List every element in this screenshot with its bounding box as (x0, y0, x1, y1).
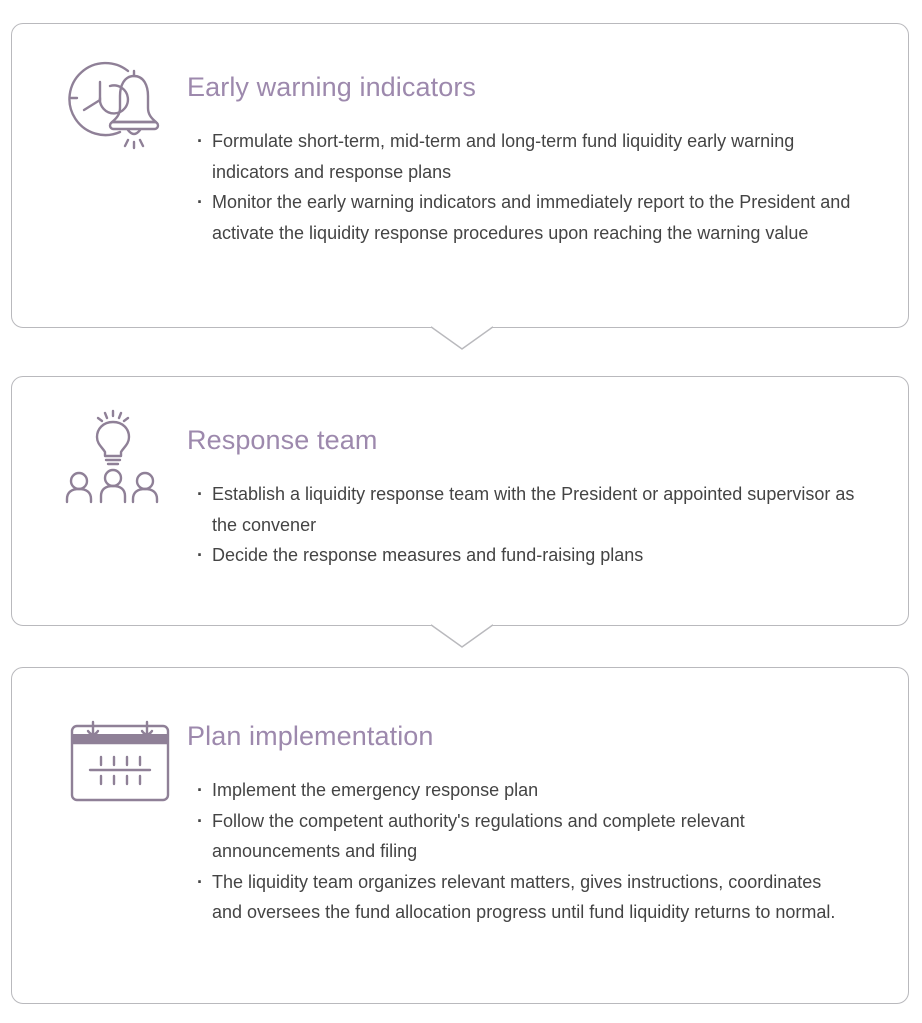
clock-bell-icon (62, 58, 162, 158)
bullet-item: · Follow the competent authority's regulations and complete relevant announcements and filing (196, 806, 856, 867)
bullet-item: · Formulate short-term, mid-term and long-term fund liquidity early warning indicators and response plans (196, 126, 856, 187)
bullet-item: · Establish a liquidity response team with the President or appointed supervisor as the convener (196, 479, 856, 540)
step-bullet-list (196, 126, 856, 248)
step-bullet-list (196, 479, 856, 571)
step-connector-arrow (431, 624, 493, 648)
step-title: Plan implementation (187, 721, 434, 751)
step-title: Response team (187, 425, 378, 455)
bullet-item: · Decide the response measures and fund-raising plans (196, 540, 856, 571)
bullet-item: · Monitor the early warning indicators and immediately report to the President and activate the liquidity response procedures upon reaching the warning value (196, 187, 856, 248)
bullet-item: · Implement the emergency response plan (196, 775, 856, 806)
step-bullet-list (196, 775, 856, 928)
calendar-icon (68, 718, 172, 804)
step-connector-arrow (431, 326, 493, 350)
step-title: Early warning indicators (187, 72, 477, 102)
team-lightbulb-icon (62, 407, 162, 507)
bullet-item: · The liquidity team organizes relevant matters, gives instructions, coordinates and oversees the fund allocation progress until fund liquidity returns to normal. (196, 867, 856, 928)
